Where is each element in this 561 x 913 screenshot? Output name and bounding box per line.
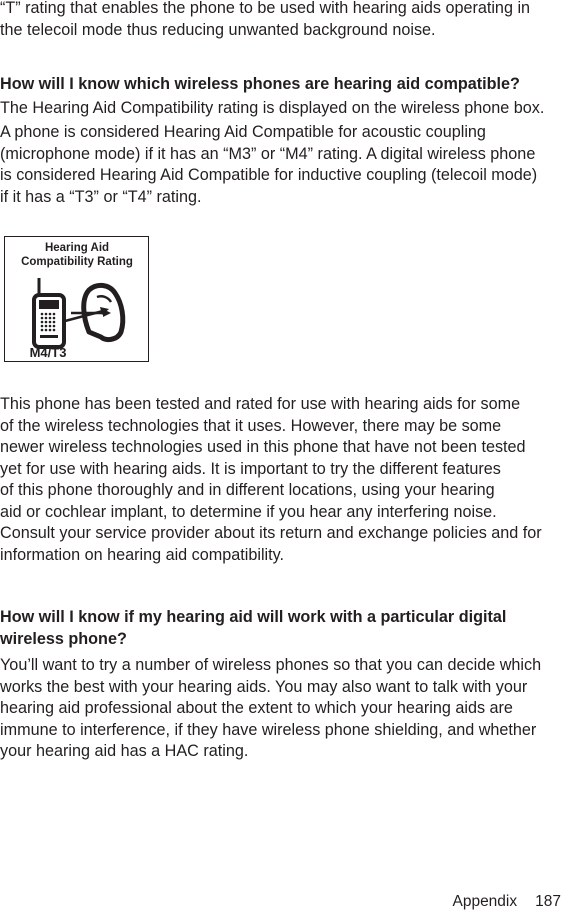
text-line: if it has a “T3” or “T4” rating. <box>0 187 202 206</box>
text-line: of the wireless technologies that it uses. However, there may be some <box>0 416 502 435</box>
text-line: of this phone thoroughly and in different locations, using your hearing <box>0 481 495 499</box>
text-line: is considered Hearing Aid Compatible for inductive coupling (telecoil mode) <box>0 166 538 184</box>
text-line: You’ll want to try a number of wireless phones so that you can decide which <box>0 656 542 674</box>
compatibility-paragraph <box>0 394 561 566</box>
text-line: The Hearing Aid Compatibility rating is displayed on the wireless phone box. <box>0 98 545 117</box>
text-line: newer wireless technologies used in this phone that have not been tested <box>0 438 526 456</box>
hac-title-line1: Hearing Aid <box>44 242 110 254</box>
text-line: A phone is considered Hearing Aid Compatible for acoustic coupling <box>0 123 486 141</box>
hac-title-line2: Compatibility Rating <box>21 256 133 268</box>
hac-rating-value: M4/T3 <box>29 345 67 360</box>
text-line: immune to interference, if they have wireless phone shielding, and whether <box>0 720 537 739</box>
text-line: information on hearing aid compatibility. <box>0 545 285 564</box>
hac-logo-graphic <box>5 237 148 361</box>
text-line: This phone has been tested and rated for use with hearing aids for some <box>0 395 521 413</box>
section-heading: How will I know if my hearing aid will work with a particular digital <box>0 608 507 626</box>
section-heading: How will I know which wireless phones are hearing aid compatible? <box>0 75 520 93</box>
question-2 <box>0 607 561 763</box>
text-line: hearing aid professional about the extent to which your hearing aids are <box>0 699 513 717</box>
text-line: works the best with your hearing aids. You may also want to talk with your <box>0 677 528 696</box>
page-number: 187 <box>535 893 561 910</box>
text-line: yet for use with hearing aids. It is important to try the different features <box>0 459 501 478</box>
hac-rating-logo <box>4 236 149 362</box>
text-line: “T” rating that enables the phone to be used with hearing aids operating in <box>0 0 531 17</box>
footer-section-name: Appendix <box>452 893 518 910</box>
arrow-icon <box>65 307 111 321</box>
text-line: your hearing aid has a HAC rating. <box>0 742 249 760</box>
page-footer <box>452 893 561 911</box>
phone-icon <box>34 278 64 347</box>
text-line: aid or cochlear implant, to determine if you hear any interfering noise. <box>0 502 497 521</box>
text-line: (microphone mode) if it has an “M3” or “M4” rating. A digital wireless phone <box>0 144 536 163</box>
text-line: Consult your service provider about its return and exchange policies and for <box>0 524 542 542</box>
question-1 <box>0 74 561 208</box>
paragraph <box>0 655 561 763</box>
intro-text <box>0 0 561 41</box>
section-heading: wireless phone? <box>0 629 127 648</box>
paragraph <box>0 122 561 208</box>
text-line: the telecoil mode thus reducing unwanted background noise. <box>0 20 436 39</box>
